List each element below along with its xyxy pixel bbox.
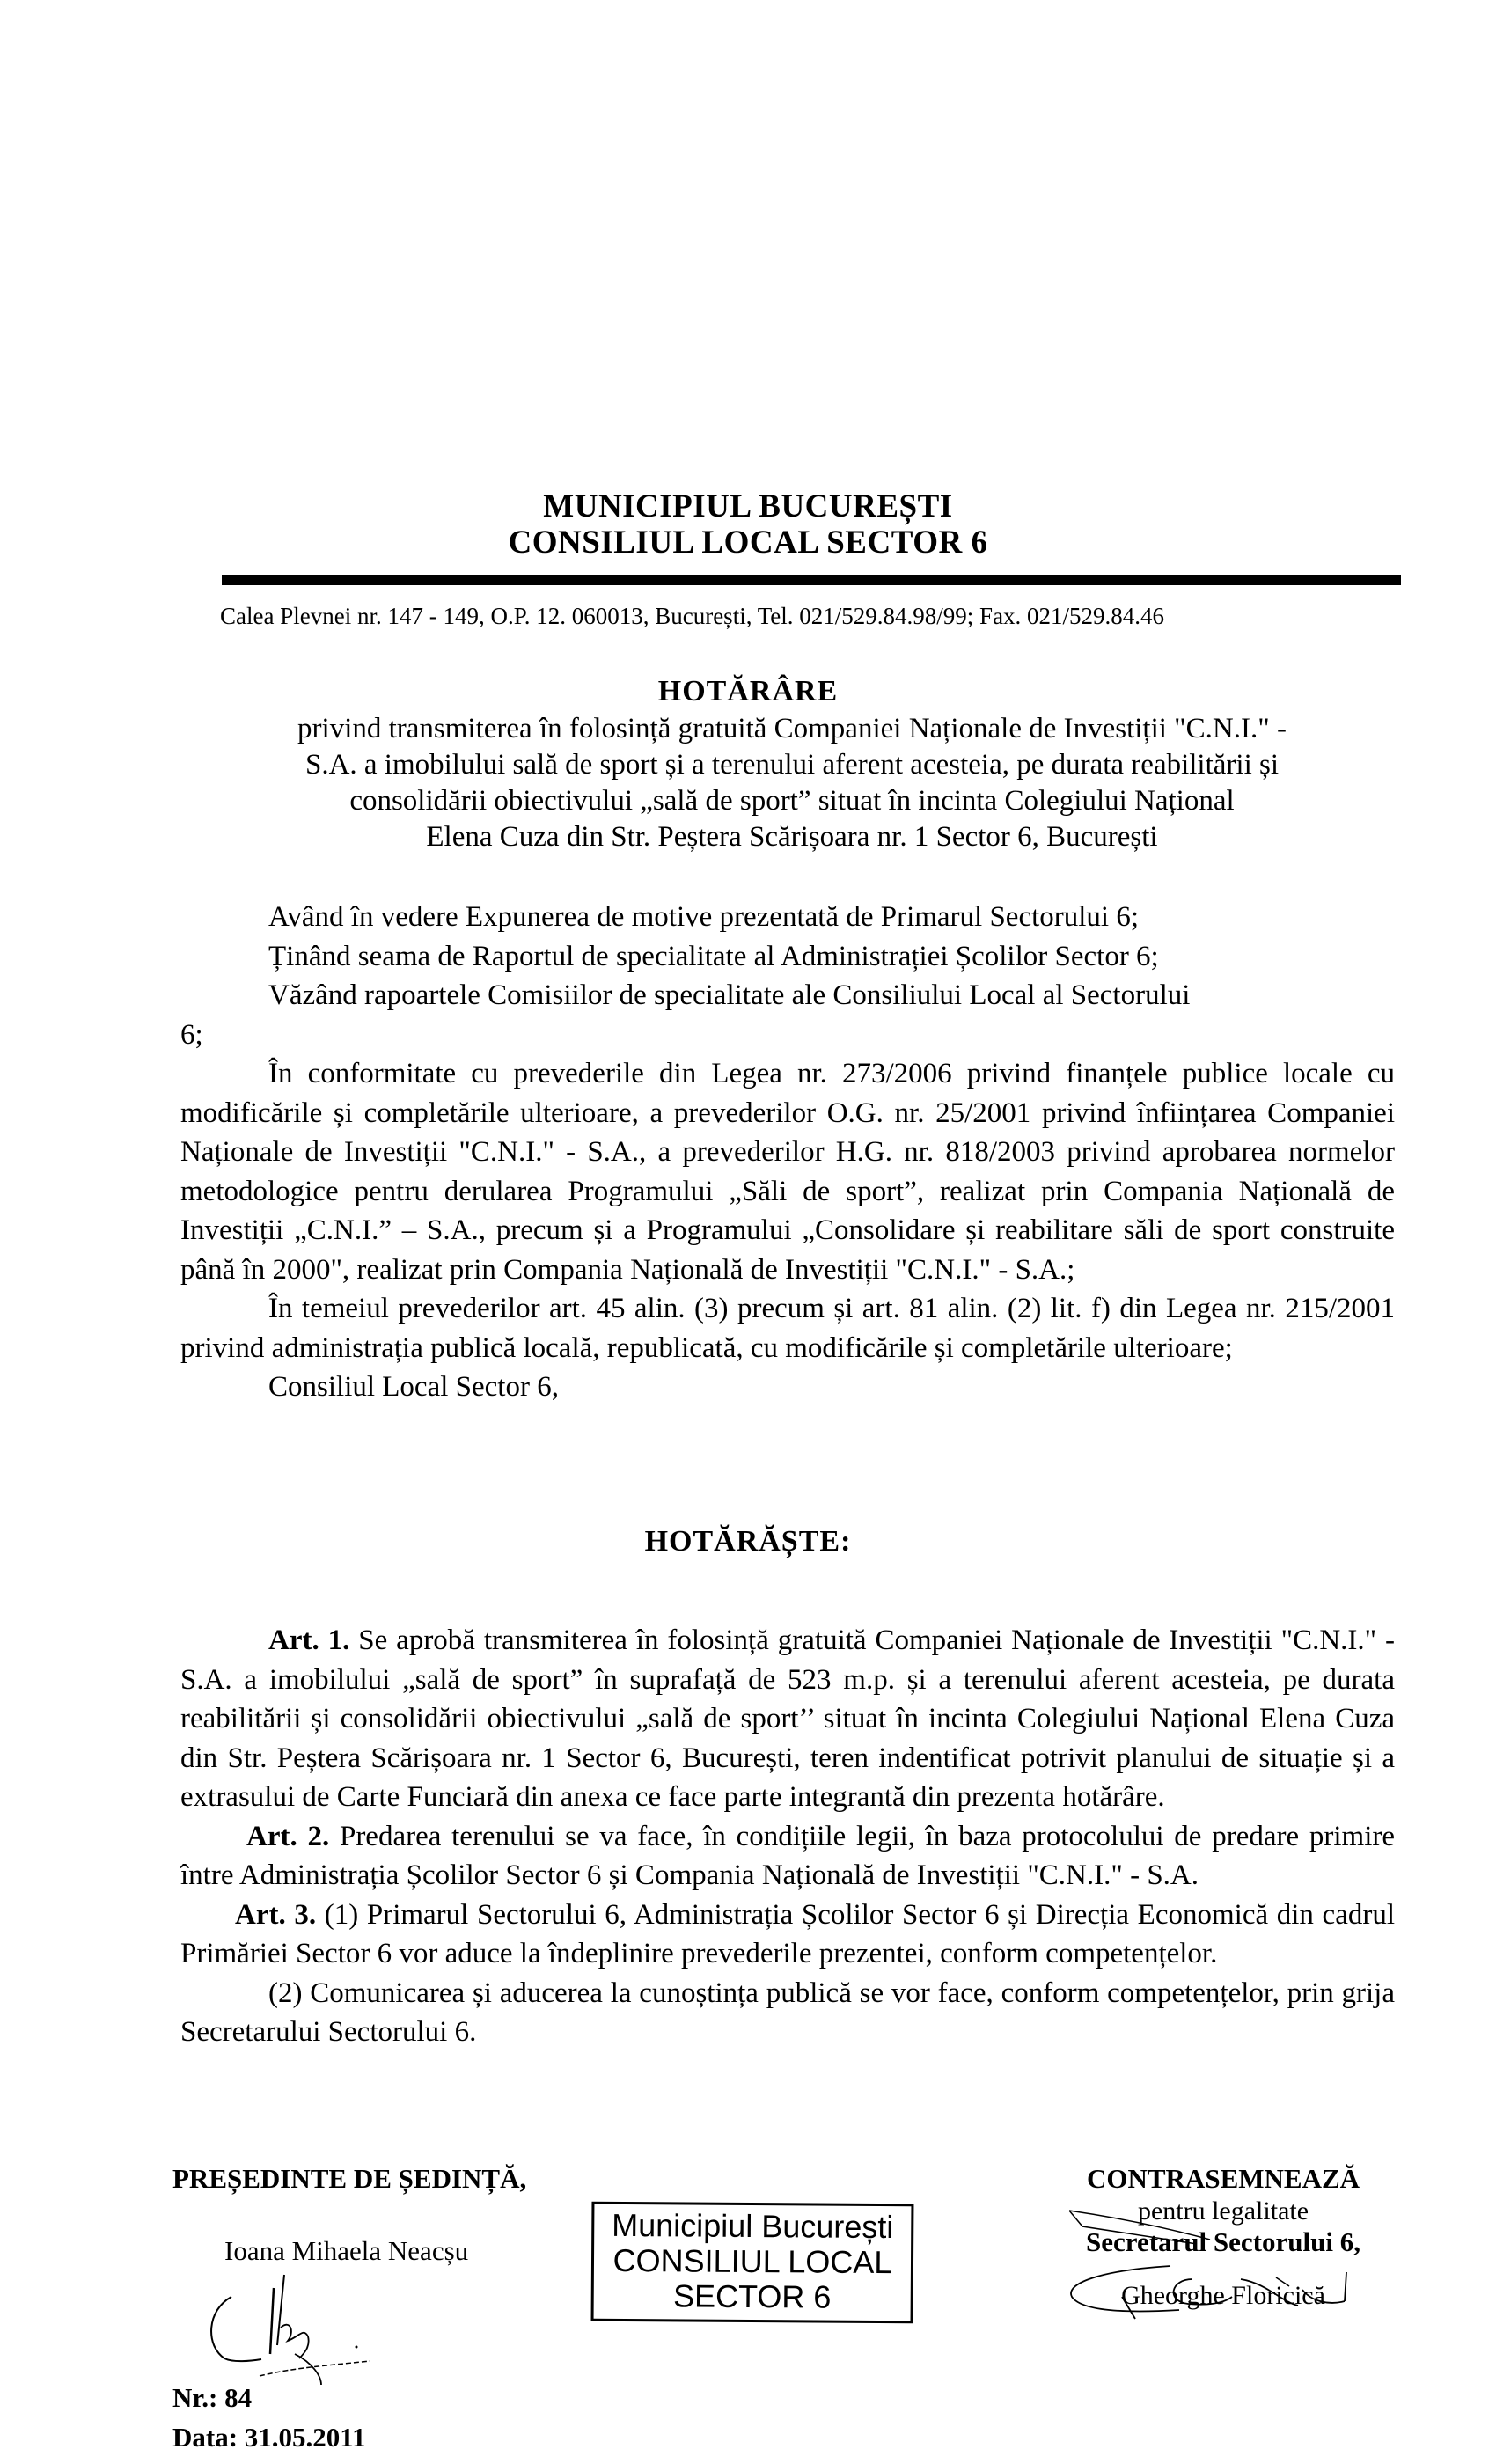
article-label: Art. 3. <box>235 1898 317 1931</box>
decides-heading: HOTĂRĂȘTE: <box>644 1525 852 1558</box>
recital-comisii-end: 6; <box>180 1018 203 1051</box>
article-3-paragraph-2: (2) Comunicarea și aducerea la cunoștința publică se vor face, conform competențelor, prin grija Secretarului Sectorului 6. <box>180 1976 1395 2048</box>
article-3 <box>180 1896 1395 1974</box>
article-text: Predarea terenului se va face, în condițiile legii, în baza protocolului de predare primire între Administrația Școlilor Sector 6 și Compania Națională de Investiții "C.N.I." - S.A. <box>180 1820 1395 1891</box>
articles <box>180 1621 1395 2052</box>
subtitle-line: privind transmiterea în folosință gratuită Companiei Naționale de Investiții "C.N.I." - <box>297 713 1287 744</box>
article-1 <box>180 1621 1395 1817</box>
decision-date: Data: 31.05.2011 <box>172 2422 366 2453</box>
recitals <box>180 898 1395 1407</box>
secretary-signature <box>1065 2209 1434 2350</box>
article-label: Art. 1. <box>268 1624 350 1656</box>
recital-expunere: Având în vedere Expunerea de motive prezentată de Primarul Sectorului 6; <box>268 901 1140 933</box>
subtitle-line: Elena Cuza din Str. Peștera Scărișoara nr. 1 Sector 6, București <box>426 821 1158 853</box>
secretary-role: Secretarul Sectorului 6, <box>1086 2226 1360 2257</box>
recital-raport: Ținând seama de Raportul de specialitate al Administrației Școlilor Sector 6; <box>268 940 1159 972</box>
document-title: HOTĂRÂRE <box>657 675 839 708</box>
article-text: Se aprobă transmiterea în folosință gratuită Companiei Naționale de Investiții "C.N.I." - S.A. a imobilului „sală de sport” în suprafață de 523 m.p. și a terenului aferent acesteia, pe durata reabilitării și consolidării obiectivului „sală de sport’’ situat în incinta Colegiului Național Elena Cuza din Str. Peștera Scărișoara nr. 1 Sector 6, București, teren indentificat potrivit planului de situație și a extrasului de Carte Funciară din anexa ce face parte integrantă din prezenta hotărâre. <box>180 1624 1396 1813</box>
subtitle-line: consolidării obiectivului „sală de sport” situat în incinta Colegiului Național <box>349 785 1235 817</box>
countersign-title: CONTRASEMNEAZĂ <box>1086 2163 1360 2194</box>
article-2 <box>180 1817 1395 1896</box>
document-subtitle <box>194 711 1390 855</box>
header-rule <box>222 575 1401 585</box>
recital-consiliu: Consiliul Local Sector 6, <box>268 1371 559 1403</box>
stamp-line: CONSILIUL LOCAL <box>612 2241 892 2281</box>
president-signature <box>189 2266 453 2389</box>
header-municipality: MUNICIPIUL BUCUREȘTI <box>543 488 953 524</box>
president-name: Ioana Mihaela Neacșu <box>224 2235 469 2266</box>
subtitle-line: S.A. a imobilului sală de sport și a terenului aferent acesteia, pe durata reabilitării și <box>304 749 1280 781</box>
recital-temei: În temeiul prevederilor art. 45 alin. (3) precum și art. 81 alin. (2) lit. f) din Legea nr. 215/2001 privind administrația publică locală, republicată, cu modificările și completările ulterioare; <box>180 1293 1395 1364</box>
article-label: Art. 2. <box>246 1820 330 1852</box>
council-stamp <box>591 2202 914 2324</box>
president-title: PREȘEDINTE DE ȘEDINȚĂ, <box>172 2163 527 2194</box>
recital-legislatie: În conformitate cu prevederile din Legea nr. 273/2006 privind finanțele publice locale cu modificările și completările ulterioare, a prevederilor O.G. nr. 25/2001 privind înființarea Companiei Naționale de Investiții "C.N.I." - S.A., a prevederilor H.G. nr. 818/2003 privind aprobarea normelor metodologice pentru derularea Programului „Săli de sport”, realizat prin Compania Națională de Investiții „C.N.I.” – S.A., precum și a Programului „Consolidare și reabilitare săli de sport construite până în 2000", realizat prin Compania Națională de Investiții "C.N.I." - S.A.; <box>180 1058 1395 1286</box>
stamp-line: SECTOR 6 <box>672 2277 832 2315</box>
secretary-name: Gheorghe Floricică <box>1121 2281 1325 2310</box>
article-text: (1) Primarul Sectorului 6, Administrația Școlilor Sector 6 și Direcția Economică din cadrul Primăriei Sector 6 vor aduce la îndeplinire prevederile prezentei, conform competențelor. <box>180 1898 1395 1969</box>
header-council: CONSILIUL LOCAL SECTOR 6 <box>508 524 988 561</box>
header-address: Calea Plevnei nr. 147 - 149, O.P. 12. 060013, București, Tel. 021/529.84.98/99; Fax. 021/529.84.46 <box>220 603 1165 629</box>
countersign-subtitle: pentru legalitate <box>1137 2196 1309 2226</box>
stamp-line: Municipiul București <box>612 2206 894 2246</box>
recital-comisii: Văzând rapoartele Comisiilor de specialitate ale Consiliului Local al Sectorului <box>268 979 1191 1011</box>
decision-number: Nr.: 84 <box>172 2382 253 2413</box>
